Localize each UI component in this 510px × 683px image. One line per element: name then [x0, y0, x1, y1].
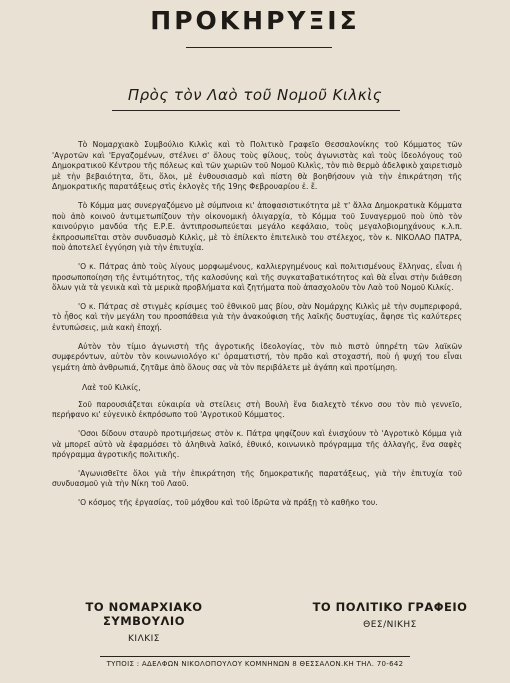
proclamation-body [52, 140, 462, 517]
signature-right-name: ΤΟ ΠΟΛΙΤΙΚΟ ΓΡΑΦΕΙΟ [312, 600, 468, 614]
subtitle-underline [112, 110, 400, 111]
paragraph-8: 'Αγωνισθεῖτε ὅλοι γιὰ τὴν ἐπικράτηση τῆς δημοκρατικῆς παρατάξεως, γιὰ τὴν ἐπιτυχία τοῦ συνδυασμοῦ γιὰ τὴν Νίκη τοῦ Λαοῦ. [52, 468, 462, 489]
document-title: ΠΡΟΚΗΡΥΞΙΣ [150, 6, 360, 35]
paragraph-7: 'Οσοι δίδουν σταυρὸ προτιμήσεως στὸν κ. Πάτρα ψηφίζουν καὶ ἐνισχύουν τὸ 'Αγροτικὸ Κόμμα γιὰ νὰ μπορεῖ αὐτὸ νὰ ἐφαρμόσει τὸ ἀληθινὰ λαϊκό, ἐθνικό, κοινωνικὸ πρόγραμμα τῆς ἀλλαγῆς, ἕνα σαφὲς πρόγραμμα ἀγροτικῆς πολιτικῆς. [52, 429, 462, 460]
paragraph-1: Τὸ Νομαρχιακὸ Συμβούλιο Κιλκὶς καὶ τὸ Πολιτικὸ Γραφεῖο Θεσσαλονίκης τοῦ Κόμματος τῶν 'Αγροτῶν καὶ 'Εργαζομένων, στέλνει σ' ὅλους τοὺς φίλους, τοὺς ἀγωνιστὰς καὶ τοὺς ἰδεολόγους τοῦ Δημοκρατικοῦ Κέντρου τῆς πόλεως καὶ τῶν χωριῶν τοῦ Νομοῦ Κιλκὶς, τὸν πιὸ θερμὸ ἀδελφικὸ χαιρετισμὸ μὲ τὴν βεβαιότητα, ὅτι, ὅλοι, μὲ ἐνθουσιασμὸ καὶ πίστη θὰ βοηθήσουν γιὰ τὴν ἐπικράτηση τῆς Δημοκρατικῆς παρατάξεως στὶς ἐκλογὲς τῆς 19ης Φεβρουαρίου ἐ. ἔ. [52, 140, 462, 192]
paragraph-3: 'Ο κ. Πάτρας ἀπὸ τοὺς λίγους μορφωμένους, καλλιεργημένους καὶ πολιτισμένους ἕλληνας, εἶναι ἡ προσωποποίηση τῆς ἐντιμότητος, τῆς καλοσύνης καὶ τῆς συγκαταβατικότητος καὶ θὰ εἶναι στὴν διάθεση ὅλων γιὰ τὰ γενικὰ καὶ τὰ μερικὰ προβλήματα καὶ ζητήματα ποὺ ἀπασχολοῦν τὸν Λαὸ τοῦ Νομοῦ Κιλκίς. [52, 261, 462, 293]
footer-rule [100, 656, 410, 657]
salutation: Λαὲ τοῦ Κιλκίς, [82, 383, 141, 393]
paragraph-5: Αὐτὸν τὸν τίμιο ἀγωνιστὴ τῆς ἀγροτικῆς ἰδεολογίας, τὸν πιὸ πιστὸ ὑπηρέτη τῶν λαϊκῶν συμφερόντων, αὐτὸν τὸν κοινωνιολόγο κι' ὁραματιστή, τὸν πρᾶο καὶ στοχαστή, ποὺ ἡ ψυχή του εἶναι γεμάτη ἀπὸ ἀνθρωπιά, ζητᾶμε ἀπὸ ὅλους σας νὰ τὸν περιβάλετε μὲ ἀγάπη καὶ προτίμηση. [52, 341, 462, 372]
signature-left-name: ΤΟ ΝΟΜΑΡΧΙΑΚΟ ΣΥΜΒΟΥΛΙΟ [85, 600, 203, 628]
paragraph-6: Σοῦ παρουσιάζεται εὐκαιρία νὰ στείλεις στὴ Βουλὴ ἕνα διαλεχτὸ τέκνο σου τὸν πιὸ γεννεῖο, περήφανο κι' εὐγενικὸ ἐκπρόσωπο τοῦ 'Αγροτικοῦ Κόμματος. [52, 399, 462, 420]
paragraph-4: 'Ο κ. Πάτρας σὲ στιγμὲς κρίσιμες τοῦ ἐθνικοῦ μας βίου, σὰν Νομάρχης Κιλκὶς μὲ τὴν συμπεριφορά, τὸ ἦθος καὶ τὴν μεγάλη του προσπάθεια γιὰ τὴν ἀνακούφιση τῆς λαϊκῆς δυστυχίας, ἄφησε τὶς καλύτερες ἐντυπώσεις, μιὰ κακὴ ἐποχή. [52, 301, 462, 332]
signature-right [300, 600, 480, 630]
signature-right-city: ΘΕΣ/ΝΙΚΗΣ [363, 620, 417, 630]
printer-footer: ΤΥΠΟΙΣ : ΑΔΕΛΦΩΝ ΝΙΚΟΛΟΠΟΥΛΟΥ ΚΟΜΝΗΝΩΝ 8 ΘΕΣΣΑΛΟΝ.ΚΗ ΤΗΛ. 70-642 [106, 660, 404, 668]
paragraph-9: 'Ο κόσμος τῆς ἐργασίας, τοῦ μόχθου καὶ τοῦ ἱδρῶτα νὰ πράξῃ τὸ καθῆκο του. [78, 498, 378, 508]
signature-left-city: ΚΙΛΚΙΣ [128, 634, 160, 644]
document-subtitle: Πρὸς τὸν Λαὸ τοῦ Νομοῦ Κιλκὶς [127, 86, 383, 104]
paragraph-2: Τὸ Κόμμα μας συνεργαζόμενο μὲ σύμπνοια κι' ἀποφασιστικότητα μὲ τ' ἄλλα Δημοκρατικὰ Κόμματα ποὺ ἀπὸ κοινοῦ ἀντιμετωπίζουν τὴν οἰκονομικὴ ὀλιγαρχία, τὸ Κόμμα τοῦ Συναγερμοῦ ποὺ ὑπὸ τὸν καινούργιο μανδύα τῆς Ε.Ρ.Ε. ἀντιπροσωπεύεται μεγάλο κεφάλαιο, τοὺς μεγαλοβιομηχάνους κ.λ.π. ἐκπροσωπεῖται στὸν συνδυασμὸ Κιλκὶς, μὲ τὸ ἐπίλεκτο ἐπιτελικὸ του στέλεχος, τὸν κ. ΝΙΚΟΛΑΟ ΠΑΤΡΑ, ποὺ ἀποτελεῖ ἐγγύηση γιὰ τὴν ἐπιτυχία. [52, 200, 462, 253]
signature-left [54, 600, 234, 644]
title-underline [186, 47, 332, 48]
